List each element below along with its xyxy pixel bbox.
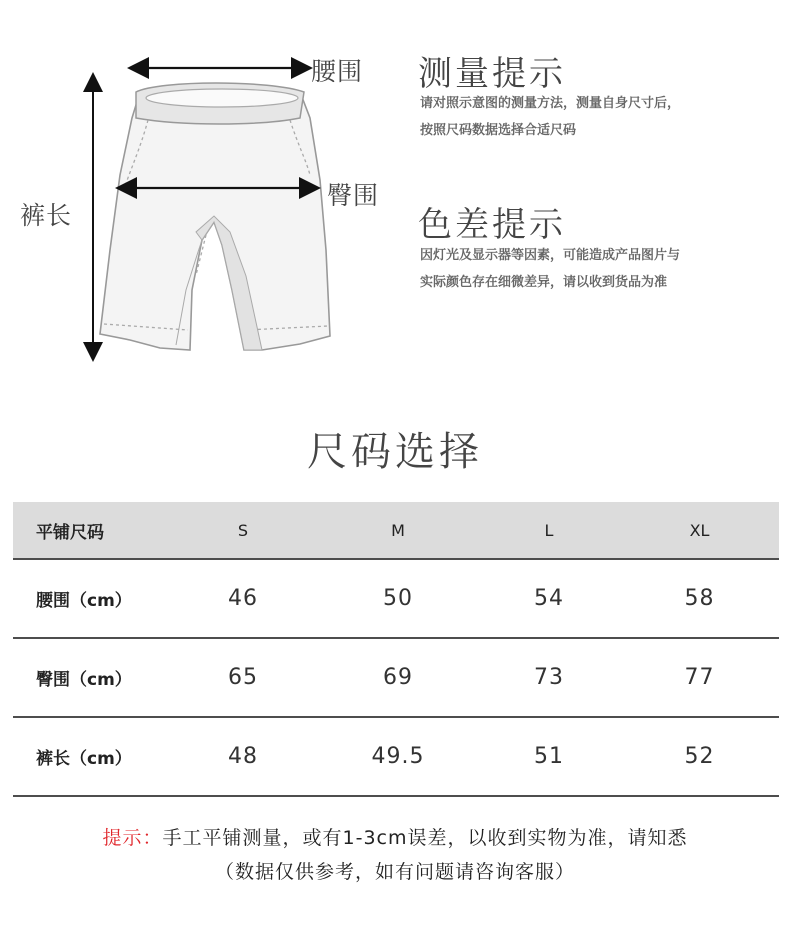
header-cell-label: 平铺尺码	[36, 522, 104, 543]
table-cell: 51	[534, 744, 564, 769]
header-cell-size: M	[391, 520, 405, 540]
table-cell: 46	[228, 586, 258, 611]
header-cell-size: XL	[689, 520, 710, 540]
measure-tip-line: 请对照示意图的测量方法，测量自身尺寸后，	[420, 96, 681, 111]
measure-tip-text	[420, 90, 680, 144]
table-cell: 50	[383, 586, 413, 611]
color-tip-line: 因灯光及显示器等因素，可能造成产品图片与	[420, 248, 681, 263]
table-row	[13, 639, 779, 718]
table-cell: 52	[684, 744, 715, 769]
note-line	[0, 823, 790, 850]
table-header-row	[13, 502, 779, 560]
waist-label: 腰围	[311, 57, 364, 86]
color-tip-title: 色差提示	[418, 205, 566, 245]
row-label: 臀围（cm）	[36, 670, 132, 690]
table-cell: 69	[383, 665, 413, 690]
section-title: 尺码选择	[307, 429, 483, 475]
table-cell: 58	[684, 586, 715, 611]
table-cell: 49.5	[371, 744, 425, 769]
table-row	[13, 560, 779, 639]
table-row	[13, 718, 779, 797]
note-disclaimer: （数据仅供参考，如有问题请咨询客服）	[214, 861, 575, 883]
size-table	[13, 502, 779, 797]
header-cell-size: L	[544, 520, 554, 540]
table-cell: 77	[684, 665, 715, 690]
table-cell: 73	[534, 665, 564, 690]
color-tip-text	[420, 242, 680, 296]
table-cell: 65	[228, 665, 258, 690]
measure-tip-line: 按照尺码数据选择合适尺码	[420, 123, 577, 138]
note-text: 手工平铺测量，或有1-3cm误差，以收到实物为准，请知悉	[162, 827, 688, 849]
measure-tip-title: 测量提示	[418, 54, 566, 94]
note-prefix: 提示：	[102, 827, 163, 849]
hip-label: 臀围	[327, 181, 380, 210]
row-label: 腰围（cm）	[36, 591, 132, 611]
row-label: 裤长（cm）	[36, 749, 132, 769]
table-cell: 48	[228, 744, 258, 769]
length-label: 裤长	[20, 201, 73, 230]
header-cell-size: S	[237, 520, 249, 540]
color-tip-line: 实际颜色存在细微差异，请以收到货品为准	[420, 275, 668, 290]
table-cell: 54	[534, 586, 564, 611]
